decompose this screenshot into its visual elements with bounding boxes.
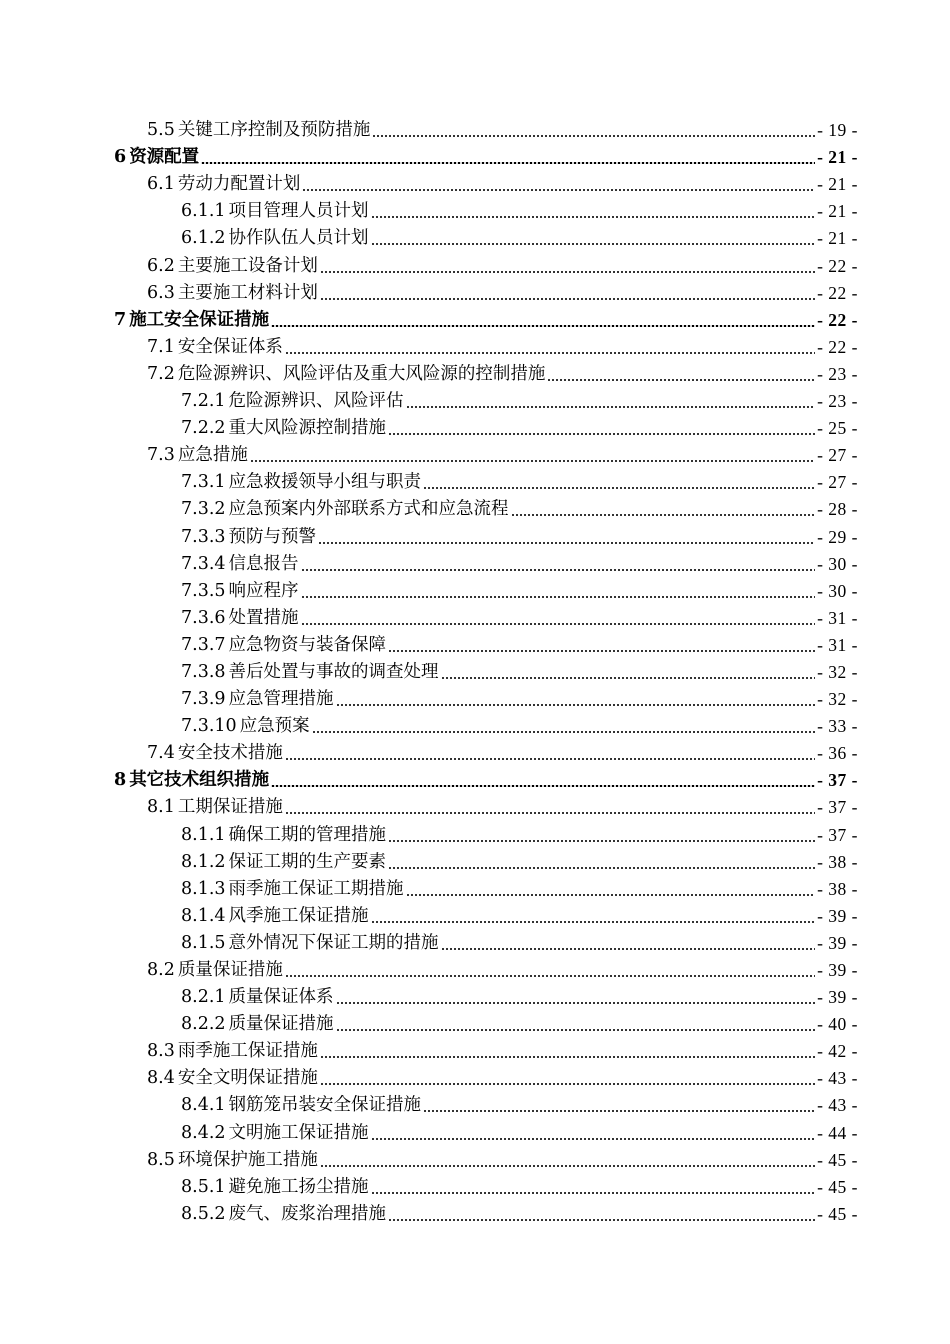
toc-entry-number: 8.2.1 bbox=[181, 987, 226, 1008]
toc-entry[interactable] bbox=[0, 1171, 950, 1198]
toc-entry-number: 6.2 bbox=[147, 255, 175, 276]
toc-page-number: - 19 - bbox=[817, 120, 858, 141]
toc-entry[interactable] bbox=[0, 737, 950, 764]
toc-entry-number: 6 bbox=[114, 147, 127, 168]
toc-dot-leader bbox=[336, 1029, 816, 1031]
toc-dot-leader bbox=[406, 894, 816, 896]
toc-entry[interactable] bbox=[0, 548, 950, 575]
toc-entry[interactable] bbox=[0, 873, 950, 900]
toc-entry-title: 协作队伍人员计划 bbox=[228, 228, 369, 249]
toc-page-number: - 29 - bbox=[817, 526, 858, 547]
toc-page-number: - 32 - bbox=[817, 661, 858, 682]
toc-entry[interactable] bbox=[0, 602, 950, 629]
toc-entry[interactable] bbox=[0, 1008, 950, 1035]
toc-entry-number: 8.1 bbox=[147, 797, 175, 818]
toc-entry[interactable] bbox=[0, 927, 950, 954]
toc-entry-number: 7.3.4 bbox=[181, 553, 226, 574]
toc-entry-title: 关键工序控制及预防措施 bbox=[177, 120, 371, 141]
toc-entry-title: 废气、废浆治理措施 bbox=[228, 1203, 387, 1224]
toc-page-number: - 32 - bbox=[817, 689, 858, 710]
toc-entry-title: 工期保证措施 bbox=[177, 797, 283, 818]
toc-page-number: - 22 - bbox=[817, 336, 858, 357]
toc-entry-title: 危险源辨识、风险评估 bbox=[228, 391, 404, 412]
toc-entry[interactable] bbox=[0, 385, 950, 412]
toc-entry-title: 响应程序 bbox=[228, 580, 299, 601]
toc-page-number: - 44 - bbox=[817, 1122, 858, 1143]
toc-dot-leader bbox=[423, 1110, 815, 1112]
toc-page-number: - 38 - bbox=[817, 851, 858, 872]
toc-entry[interactable] bbox=[0, 818, 950, 845]
toc-entry-number: 7.3.1 bbox=[181, 472, 226, 493]
toc-entry-title: 文明施工保证措施 bbox=[228, 1122, 369, 1143]
toc-dot-leader bbox=[371, 243, 816, 245]
toc-dot-leader bbox=[371, 1192, 816, 1194]
toc-entry-number: 8.1.5 bbox=[181, 932, 226, 953]
toc-dot-leader bbox=[372, 135, 815, 137]
toc-page-number: - 28 - bbox=[817, 499, 858, 520]
toc-entry-number: 7.4 bbox=[147, 743, 175, 764]
toc-dot-leader bbox=[285, 812, 815, 814]
toc-entry[interactable] bbox=[0, 1144, 950, 1171]
toc-dot-leader bbox=[301, 569, 816, 571]
toc-page-number: - 21 - bbox=[817, 201, 858, 222]
toc-entry-number: 6.1.2 bbox=[181, 228, 226, 249]
toc-entry-number: 5.5 bbox=[147, 120, 175, 141]
toc-dot-leader bbox=[336, 1002, 816, 1004]
toc-page-number: - 39 - bbox=[817, 987, 858, 1008]
toc-entry[interactable] bbox=[0, 1198, 950, 1225]
toc-entry-title: 安全文明保证措施 bbox=[177, 1068, 318, 1089]
toc-page-number: - 21 - bbox=[817, 147, 858, 168]
toc-page-number: - 39 - bbox=[817, 960, 858, 980]
toc-entry-number: 7.3.8 bbox=[181, 661, 226, 682]
toc-dot-leader bbox=[388, 840, 815, 842]
toc-dot-leader bbox=[312, 731, 815, 733]
toc-entry-number: 7.3.7 bbox=[181, 634, 226, 655]
toc-dot-leader bbox=[250, 460, 815, 462]
toc-entry[interactable] bbox=[0, 141, 950, 168]
toc-dot-leader bbox=[547, 379, 815, 381]
toc-entry-title: 项目管理人员计划 bbox=[228, 201, 369, 222]
toc-entry[interactable] bbox=[0, 493, 950, 520]
toc-page-number: - 27 - bbox=[817, 445, 858, 466]
toc-page-number: - 39 - bbox=[817, 905, 858, 926]
toc-page-number: - 45 - bbox=[817, 1149, 858, 1170]
toc-entry-number: 6.1 bbox=[147, 174, 175, 195]
toc-entry-title: 环境保护施工措施 bbox=[177, 1149, 318, 1170]
toc-entry[interactable] bbox=[0, 466, 950, 493]
toc-entry-title: 应急管理措施 bbox=[228, 689, 334, 710]
toc-entry-number: 7.2.1 bbox=[181, 391, 226, 412]
toc-dot-leader bbox=[318, 542, 815, 544]
toc-entry[interactable] bbox=[0, 900, 950, 927]
toc-dot-leader bbox=[371, 1138, 816, 1140]
toc-entry[interactable] bbox=[0, 304, 950, 331]
toc-entry-title: 信息报告 bbox=[228, 553, 299, 574]
toc-entry[interactable] bbox=[0, 1089, 950, 1116]
toc-page-number: - 43 - bbox=[817, 1068, 858, 1089]
toc-entry[interactable] bbox=[0, 331, 950, 358]
toc-page-number: - 22 - bbox=[817, 309, 858, 330]
toc-entry-number: 7.3.10 bbox=[181, 716, 237, 737]
toc-page-number: - 31 - bbox=[817, 634, 858, 655]
toc-dot-leader bbox=[371, 216, 816, 218]
toc-page-number: - 40 - bbox=[817, 1014, 858, 1035]
toc-page-number: - 25 - bbox=[817, 418, 858, 439]
toc-page-number: - 23 - bbox=[817, 391, 858, 412]
toc-entry-title: 危险源辨识、风险评估及重大风险源的控制措施 bbox=[177, 363, 546, 384]
toc-page-number: - 27 - bbox=[817, 472, 858, 493]
toc-dot-leader bbox=[320, 298, 815, 300]
toc-dot-leader bbox=[320, 271, 815, 273]
toc-entry-title: 预防与预警 bbox=[228, 526, 317, 547]
toc-entry-title: 安全技术措施 bbox=[177, 743, 283, 764]
toc-page-number: - 23 - bbox=[817, 363, 858, 384]
toc-entry[interactable] bbox=[0, 791, 950, 818]
toc-entry-number: 7.2 bbox=[147, 363, 175, 384]
toc-entry-title: 应急物资与装备保障 bbox=[228, 634, 387, 655]
toc-entry-number: 7.3 bbox=[147, 445, 175, 466]
toc-entry[interactable] bbox=[0, 168, 950, 195]
toc-page-number: - 39 - bbox=[817, 932, 858, 953]
toc-dot-leader bbox=[271, 325, 815, 327]
toc-entry[interactable] bbox=[0, 1062, 950, 1089]
toc-entry[interactable] bbox=[0, 846, 950, 873]
toc-entry-number: 8.3 bbox=[147, 1041, 175, 1062]
toc-dot-leader bbox=[320, 1083, 815, 1085]
toc-dot-leader bbox=[320, 1165, 815, 1167]
toc-entry[interactable] bbox=[0, 439, 950, 466]
toc-entry-number: 8.1.1 bbox=[181, 824, 226, 845]
toc-entry-number: 8.1.4 bbox=[181, 905, 226, 926]
toc-entry-number: 8.5 bbox=[147, 1149, 175, 1170]
toc-entry[interactable] bbox=[0, 1116, 950, 1143]
toc-entry-number: 7.3.9 bbox=[181, 689, 226, 710]
toc-dot-leader bbox=[423, 487, 815, 489]
toc-entry-title: 善后处置与事故的调查处理 bbox=[228, 661, 439, 682]
toc-entry-number: 8.4 bbox=[147, 1068, 175, 1089]
toc-entry-number: 8.5.1 bbox=[181, 1176, 226, 1197]
toc-page-number: - 37 - bbox=[817, 770, 858, 791]
toc-entry-title: 处置措施 bbox=[228, 607, 299, 628]
toc-page-number: - 43 - bbox=[817, 1095, 858, 1116]
toc-entry-number: 6.3 bbox=[147, 282, 175, 303]
toc-entry-number: 8 bbox=[114, 770, 127, 791]
toc-page-number: - 38 - bbox=[817, 878, 858, 899]
toc-entry-number: 6.1.1 bbox=[181, 201, 226, 222]
toc-entry[interactable] bbox=[0, 710, 950, 737]
toc-dot-leader bbox=[302, 189, 815, 191]
toc-dot-leader bbox=[371, 921, 816, 923]
toc-entry-title: 意外情况下保证工期的措施 bbox=[228, 932, 439, 953]
toc-entry-title: 劳动力配置计划 bbox=[177, 174, 301, 195]
toc-entry[interactable] bbox=[0, 358, 950, 385]
toc-entry-title: 重大风险源控制措施 bbox=[228, 418, 387, 439]
toc-dot-leader bbox=[388, 433, 815, 435]
toc-page-number: - 37 - bbox=[817, 824, 858, 845]
toc-dot-leader bbox=[441, 948, 816, 950]
toc-entry-number: 7.3.5 bbox=[181, 580, 226, 601]
toc-entry-title: 应急救援领导小组与职责 bbox=[228, 472, 422, 493]
toc-entry-title: 避免施工扬尘措施 bbox=[228, 1176, 369, 1197]
toc-entry-number: 7.3.2 bbox=[181, 499, 226, 520]
toc-dot-leader bbox=[285, 758, 815, 760]
toc-entry-title: 主要施工设备计划 bbox=[177, 255, 318, 276]
toc-entry-title: 确保工期的管理措施 bbox=[228, 824, 387, 845]
toc-entry[interactable] bbox=[0, 277, 950, 304]
toc-entry[interactable] bbox=[0, 683, 950, 710]
toc-dot-leader bbox=[511, 514, 816, 516]
toc-page-number: - 33 - bbox=[817, 716, 858, 737]
toc-dot-leader bbox=[285, 352, 815, 354]
toc-page-number: - 45 - bbox=[817, 1203, 858, 1224]
toc-entry[interactable] bbox=[0, 656, 950, 683]
toc-page-number: - 30 - bbox=[817, 580, 858, 601]
toc-entry[interactable] bbox=[0, 764, 950, 791]
toc-entry[interactable] bbox=[0, 575, 950, 602]
toc-page-number: - 45 - bbox=[817, 1176, 858, 1197]
toc-dot-leader bbox=[441, 677, 816, 679]
toc-entry-title: 保证工期的生产要素 bbox=[228, 851, 387, 872]
toc-entry-title: 应急预案内外部联系方式和应急流程 bbox=[228, 499, 509, 520]
toc-entry-title: 雨季施工保证措施 bbox=[177, 1041, 318, 1062]
toc-entry-title: 质量保证措施 bbox=[177, 960, 283, 980]
toc-dot-leader bbox=[388, 867, 815, 869]
toc-entry-number: 7.3.6 bbox=[181, 607, 226, 628]
toc-entry-number: 7.1 bbox=[147, 336, 175, 357]
toc-entry-title: 施工安全保证措施 bbox=[129, 309, 270, 330]
toc-page-number: - 36 - bbox=[817, 743, 858, 764]
toc-page-number: - 37 - bbox=[817, 797, 858, 818]
toc-entry[interactable] bbox=[0, 981, 950, 1008]
toc-entry-number: 7.2.2 bbox=[181, 418, 226, 439]
toc-entry-title: 其它技术组织措施 bbox=[129, 770, 270, 791]
toc-entry-number: 7.3.3 bbox=[181, 526, 226, 547]
toc-entry[interactable] bbox=[0, 520, 950, 547]
toc-entry-title: 钢筋笼吊装安全保证措施 bbox=[228, 1095, 422, 1116]
toc-page-number: - 31 - bbox=[817, 607, 858, 628]
toc-entry[interactable] bbox=[0, 114, 950, 141]
toc-entry-number: 8.1.2 bbox=[181, 851, 226, 872]
toc-entry-title: 应急预案 bbox=[239, 716, 310, 737]
toc-dot-leader bbox=[336, 704, 816, 706]
toc-entry-number: 8.4.1 bbox=[181, 1095, 226, 1116]
toc-dot-leader bbox=[301, 623, 816, 625]
toc-page-number: - 42 - bbox=[817, 1041, 858, 1062]
toc-entry[interactable] bbox=[0, 1035, 950, 1062]
toc-dot-leader bbox=[320, 1056, 815, 1058]
toc-page-number: - 21 - bbox=[817, 174, 858, 195]
table-of-contents bbox=[0, 114, 950, 1225]
toc-entry-title: 质量保证措施 bbox=[228, 1014, 334, 1035]
toc-entry-title: 雨季施工保证工期措施 bbox=[228, 878, 404, 899]
toc-page-number: - 21 - bbox=[817, 228, 858, 249]
toc-dot-leader bbox=[271, 785, 815, 787]
toc-entry-title: 主要施工材料计划 bbox=[177, 282, 318, 303]
toc-entry-number: 8.2 bbox=[147, 960, 175, 980]
toc-dot-leader bbox=[201, 162, 815, 164]
toc-entry[interactable] bbox=[0, 195, 950, 222]
toc-entry-title: 应急措施 bbox=[177, 445, 248, 466]
toc-entry[interactable] bbox=[0, 249, 950, 276]
toc-page-number: - 22 - bbox=[817, 255, 858, 276]
toc-entry[interactable] bbox=[0, 222, 950, 249]
toc-dot-leader bbox=[301, 596, 816, 598]
toc-entry-title: 风季施工保证措施 bbox=[228, 905, 369, 926]
toc-entry-title: 资源配置 bbox=[129, 147, 200, 168]
toc-entry-number: 8.4.2 bbox=[181, 1122, 226, 1143]
toc-entry-title: 质量保证体系 bbox=[228, 987, 334, 1008]
toc-entry-number: 8.2.2 bbox=[181, 1014, 226, 1035]
toc-entry-number: 8.5.2 bbox=[181, 1203, 226, 1224]
toc-entry[interactable] bbox=[0, 412, 950, 439]
toc-page-number: - 30 - bbox=[817, 553, 858, 574]
toc-dot-leader bbox=[285, 975, 815, 977]
toc-entry-number: 8.1.3 bbox=[181, 878, 226, 899]
toc-dot-leader bbox=[388, 1219, 815, 1221]
toc-entry-title: 安全保证体系 bbox=[177, 336, 283, 357]
toc-entry[interactable] bbox=[0, 629, 950, 656]
toc-dot-leader bbox=[406, 406, 816, 408]
toc-entry[interactable] bbox=[0, 954, 950, 981]
toc-entry-number: 7 bbox=[114, 309, 127, 330]
toc-dot-leader bbox=[388, 650, 815, 652]
toc-page-number: - 22 - bbox=[817, 282, 858, 303]
